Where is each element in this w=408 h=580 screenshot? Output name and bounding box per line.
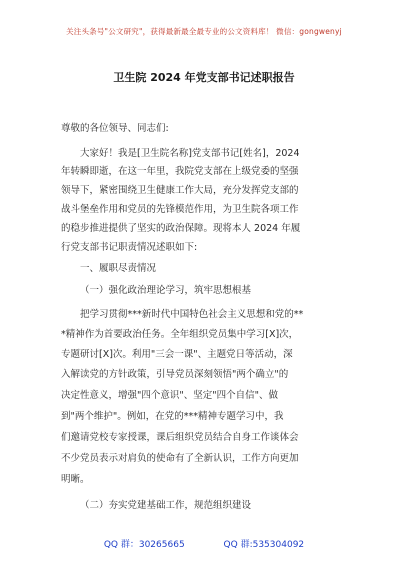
- footer: [0, 537, 408, 550]
- subsection-heading: （一）强化政治理论学习，筑牢思想根基: [80, 285, 252, 296]
- paragraph-line: 的稳步推进提供了坚实的政治保障。现将本人 2024 年履: [61, 223, 301, 234]
- paragraph-line: 大家好！我是[卫生院名称]党支部书记[姓名]，2024: [80, 148, 300, 159]
- qq-group-right: QQ 群:535304092: [223, 540, 305, 550]
- paragraph-line: 入解读党的方针政策，引导党员深刻领悟"两个确立"的: [61, 369, 289, 380]
- paragraph-line: 不少党员表示对肩负的使命有了全新认识，工作方向更加: [61, 453, 299, 464]
- paragraph-line: 专题研讨[X]次。利用"三会一课"、主题党日等活动，深: [61, 349, 293, 360]
- paragraph-line: *精神作为首要政治任务。全年组织党员集中学习[X]次，: [61, 329, 299, 340]
- paragraph-line: 把学习贯彻***新时代中国特色社会主义思想和党的**: [80, 309, 304, 320]
- paragraph-line: 领导下，紧密围绕卫生健康工作大局，充分发挥党支部的: [61, 185, 299, 196]
- subsection-heading: （二）夯实党建基础工作，规范组织建设: [80, 500, 252, 511]
- paragraph-line: 年转瞬即逝，在这一年里，我院党支部在上级党委的坚强: [61, 166, 299, 177]
- qq-group-left: QQ 群：30265665: [103, 540, 185, 550]
- paragraph-line: 决定性意义，增强"四个意识"、坚定"四个自信"、做: [61, 390, 278, 401]
- document-title: 卫生院 2024 年党支部书记述职报告: [113, 71, 295, 84]
- paragraph-line: 到"两个维护"。例如，在党的***精神专题学习中，我: [61, 411, 284, 422]
- paragraph-line: 战斗堡垒作用和党员的先锋模范作用，为卫生院各项工作: [61, 204, 299, 215]
- section-heading: 一、履职尽责情况: [80, 263, 157, 274]
- header-banner: 关注头条号"公文研究"，获得最新最全最专业的公文资料库！ 微信：gongwenyj: [66, 27, 342, 36]
- paragraph-line: 们邀请党校专家授课，课后组织党员结合自身工作谈体会: [61, 432, 299, 443]
- salutation: 尊敬的各位领导、同志们:: [61, 123, 169, 134]
- paragraph-line: 明晰。: [61, 474, 90, 485]
- paragraph-line: 行党支部书记职责情况述职如下:: [61, 242, 198, 253]
